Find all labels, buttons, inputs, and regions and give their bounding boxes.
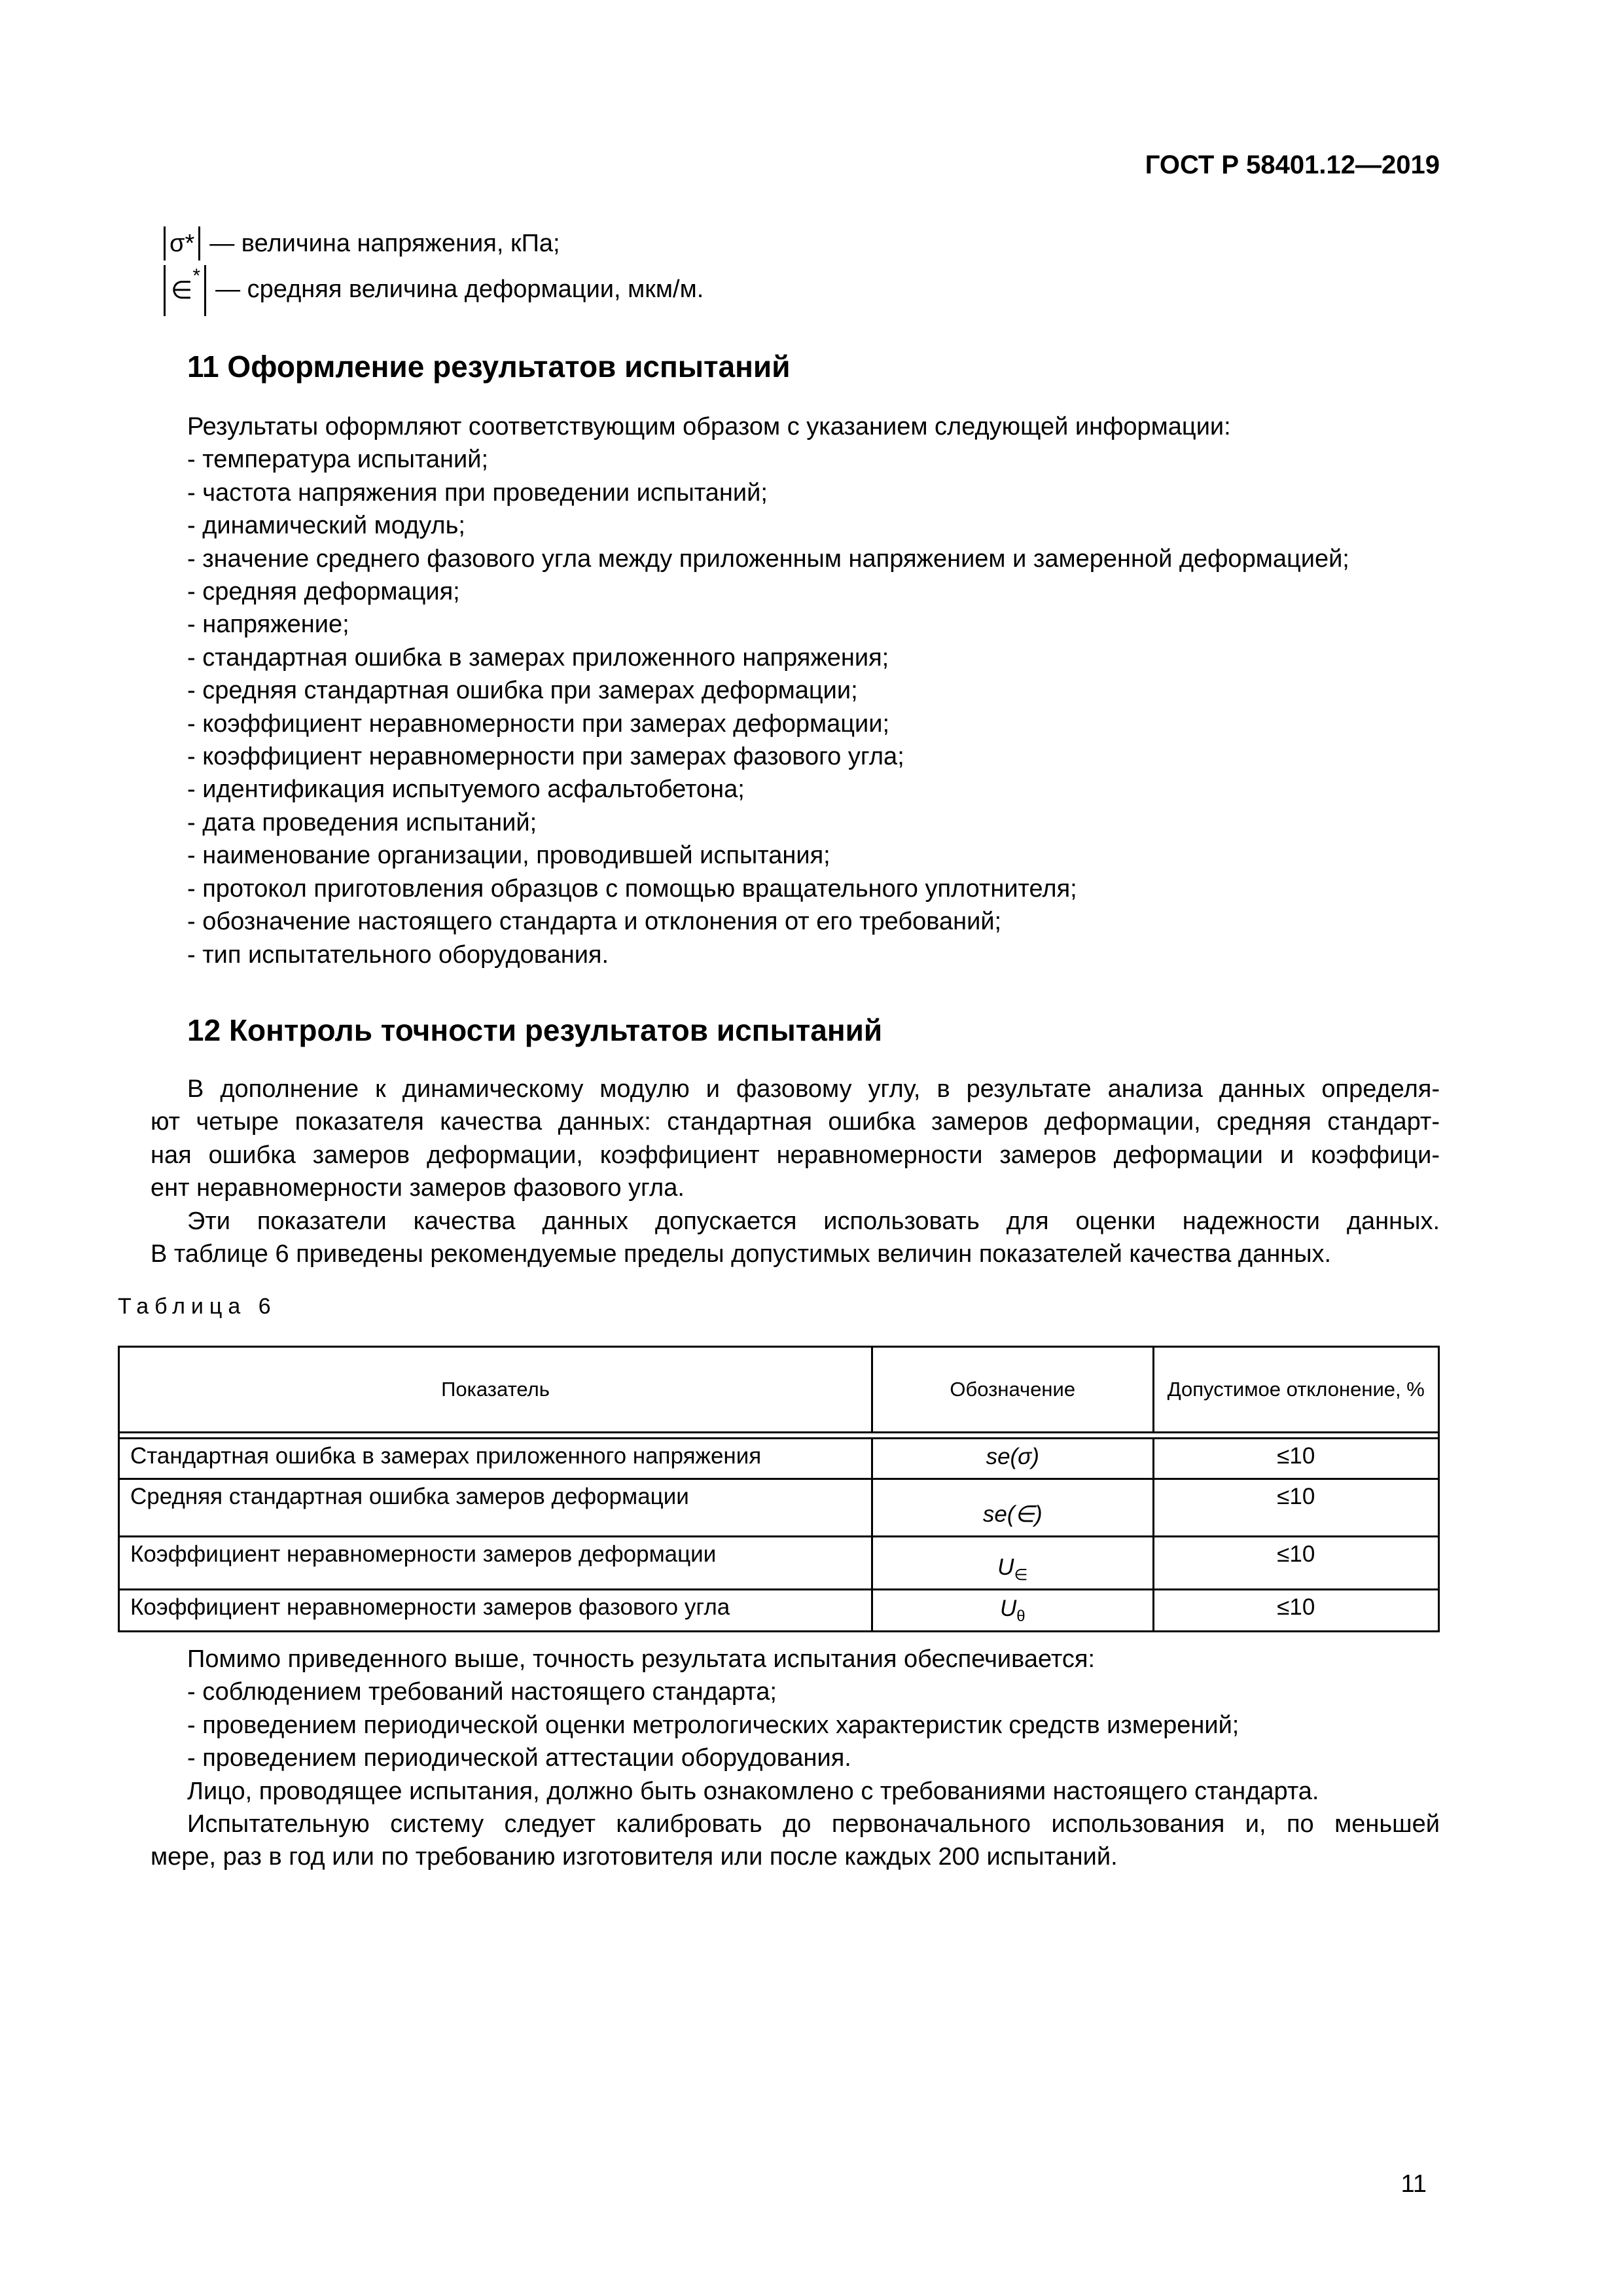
- list-item: - коэффициент неравномерности при замерах деформации;: [187, 709, 890, 738]
- symbol-cell: [872, 1537, 1154, 1590]
- list-item: - температура испытаний;: [187, 446, 489, 474]
- tolerance-cell: ≤10: [1153, 1439, 1438, 1479]
- list-item: - средняя деформация;: [187, 578, 460, 606]
- page-number: 11: [1400, 2170, 1427, 2198]
- paragraph-line: ют четыре показателя качества данных: стандартная ошибка замеров деформации, средняя стандарт-: [151, 1108, 1440, 1136]
- indicator-cell: Стандартная ошибка в замерах приложенного напряжения: [119, 1439, 872, 1479]
- list-item: - идентификация испытуемого асфальтобетона;: [187, 776, 745, 804]
- text-line: - соблюдением требований настоящего стандарта;: [187, 1678, 777, 1706]
- section-12-paragraph: [151, 1073, 1440, 1271]
- list-item: - стандартная ошибка в замерах приложенного напряжения;: [187, 643, 889, 672]
- list-item: - обозначение настоящего стандарта и отклонения от его требований;: [187, 908, 1002, 936]
- results-info-list: [187, 443, 1349, 971]
- formula-def-text: — величина напряжения, кПа;: [209, 230, 560, 257]
- column-header-indicator: Показатель: [119, 1347, 872, 1433]
- strain-symbol-base: ∈: [171, 277, 193, 304]
- tolerance-cell: ≤10: [1153, 1590, 1438, 1632]
- list-item: - динамический модуль;: [187, 512, 465, 540]
- table-row: [119, 1479, 1439, 1537]
- symbol-cell: [872, 1590, 1154, 1632]
- symbol-text: U: [997, 1554, 1014, 1580]
- paragraph-line: ная ошибка замеров деформации, коэффициент неравномерности замеров деформации и коэффици-: [151, 1141, 1440, 1169]
- list-item: - наименование организации, проводившей испытания;: [187, 842, 830, 870]
- table-row: [119, 1439, 1439, 1479]
- symbol-cell: [872, 1479, 1154, 1537]
- list-item: - частота напряжения при проведении испытаний;: [187, 478, 768, 507]
- paragraph-line: ент неравномерности замеров фазового угла.: [151, 1174, 685, 1202]
- formula-def-stress: [164, 226, 560, 260]
- table-row: [119, 1590, 1439, 1632]
- section-11-heading: 11 Оформление результатов испытаний: [187, 350, 791, 384]
- quality-indicators-table: [118, 1346, 1440, 1632]
- list-item: - напряжение;: [187, 611, 349, 639]
- text-line: мере, раз в год или по требованию изготовителя или после каждых 200 испытаний.: [151, 1843, 1118, 1871]
- table-header-row: [119, 1347, 1439, 1433]
- formula-def-strain: [164, 265, 704, 316]
- text-line: Лицо, проводящее испытания, должно быть ознакомлено с требованиями настоящего стандарта.: [187, 1777, 1319, 1805]
- list-item: - значение среднего фазового угла между приложенным напряжением и замеренной деформацией;: [187, 545, 1349, 573]
- list-item: - протокол приготовления образцов с помощью вращательного уплотнителя;: [187, 874, 1077, 903]
- text-line: Испытательную систему следует калибровать до первоначального использования и, по меньшей: [187, 1810, 1440, 1839]
- symbol-text: se(∈): [982, 1501, 1043, 1527]
- list-item: - средняя стандартная ошибка при замерах деформации;: [187, 677, 858, 705]
- list-item: - дата проведения испытаний;: [187, 808, 537, 836]
- separator-cell: [119, 1433, 1439, 1439]
- section-11-body: [187, 410, 1349, 971]
- symbol-cell: [872, 1439, 1154, 1479]
- after-table-text: [151, 1643, 1440, 1874]
- indicator-cell: Средняя стандартная ошибка замеров деформации: [119, 1479, 872, 1537]
- list-item: - тип испытательного оборудования.: [187, 941, 609, 969]
- column-header-tolerance: Допустимое отклонение, %: [1153, 1347, 1438, 1433]
- text-line: - проведением периодической аттестации оборудования.: [187, 1744, 851, 1772]
- column-header-symbol: Обозначение: [872, 1347, 1154, 1433]
- document-id: ГОСТ Р 58401.12—2019: [1145, 151, 1440, 179]
- symbol-text: se(σ): [986, 1443, 1039, 1469]
- table-caption: Таблица 6: [118, 1294, 277, 1319]
- symbol-subscript: θ: [1016, 1607, 1026, 1625]
- list-item: - коэффициент неравномерности при замерах фазового угла;: [187, 743, 904, 771]
- stress-symbol: σ*: [164, 226, 200, 260]
- symbol-text: U: [999, 1595, 1017, 1621]
- indicator-cell: Коэффициент неравномерности замеров фазового угла: [119, 1590, 872, 1632]
- header-separator: [119, 1433, 1439, 1439]
- section-11-intro: Результаты оформляют соответствующим образом с указанием следующей информации:: [187, 413, 1231, 440]
- table-row: [119, 1537, 1439, 1590]
- paragraph-line: Эти показатели качества данных допускается использовать для оценки надежности данных.: [187, 1208, 1440, 1236]
- strain-symbol-sup: *: [192, 265, 201, 287]
- strain-symbol: [164, 265, 206, 316]
- formula-def-text: — средняя величина деформации, мкм/м.: [215, 276, 704, 304]
- paragraph-line: В таблице 6 приведены рекомендуемые пределы допустимых величин показателей качества данных.: [151, 1240, 1332, 1268]
- paragraph-line: В дополнение к динамическому модулю и фазовому углу, в результате анализа данных определя-: [187, 1075, 1440, 1103]
- symbol-subscript: ∈: [1014, 1566, 1028, 1584]
- section-12-heading: 12 Контроль точности результатов испытаний: [187, 1013, 883, 1047]
- indicator-cell: Коэффициент неравномерности замеров деформации: [119, 1537, 872, 1590]
- tolerance-cell: ≤10: [1153, 1479, 1438, 1537]
- text-line: - проведением периодической оценки метрологических характеристик средств измерений;: [187, 1711, 1240, 1739]
- tolerance-cell: ≤10: [1153, 1537, 1438, 1590]
- text-line: Помимо приведенного выше, точность результата испытания обеспечивается:: [187, 1645, 1095, 1673]
